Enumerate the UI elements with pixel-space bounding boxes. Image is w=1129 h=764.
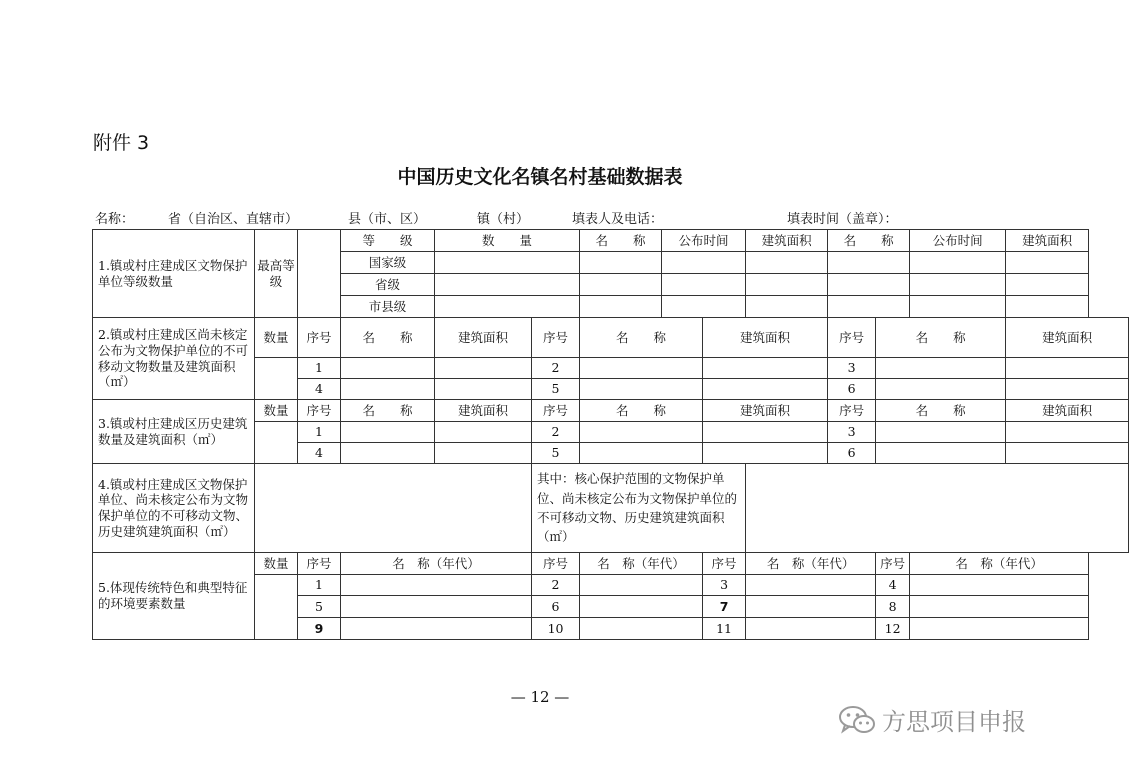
s5-h-name-d: 名 称（年代） bbox=[910, 553, 1089, 575]
s5-seq: 2 bbox=[532, 575, 580, 596]
document-title: 中国历史文化名镇名村基础数据表 bbox=[397, 166, 683, 188]
s5-seq: 6 bbox=[532, 596, 580, 618]
highest-level-label: 最高等级 bbox=[255, 230, 298, 318]
page-number: — 12 — bbox=[510, 688, 570, 706]
data-table bbox=[92, 229, 1129, 640]
s3-seq: 5 bbox=[532, 443, 580, 464]
s2-seq: 5 bbox=[532, 379, 580, 400]
highest-level-value bbox=[298, 230, 341, 318]
s1-header-name-a: 名 称 bbox=[580, 230, 662, 252]
field-name: 名称： bbox=[95, 212, 135, 227]
s5-h-name-a: 名 称（年代） bbox=[341, 553, 532, 575]
s1-header-pubtime-a: 公布时间 bbox=[662, 230, 746, 252]
field-province: 省（自治区、直辖市） bbox=[168, 212, 299, 227]
s5-h-seq-a: 序号 bbox=[298, 553, 341, 575]
s2-h-name-a: 名 称 bbox=[341, 318, 435, 358]
section5-label: 5.体现传统特色和典型特征的环境要素数量 bbox=[93, 553, 255, 640]
section4-core-value bbox=[746, 464, 1129, 553]
s1-header-name-b: 名 称 bbox=[828, 230, 910, 252]
section2-label: 2.镇或村庄建成区尚未核定公布为文物保护单位的不可移动文物数量及建筑面积（㎡） bbox=[93, 318, 255, 400]
s5-seq: 11 bbox=[703, 618, 746, 640]
s3-seq: 4 bbox=[298, 443, 341, 464]
field-filler: 填表人及电话： bbox=[572, 212, 664, 227]
s2-h-seq-a: 序号 bbox=[298, 318, 341, 358]
field-county: 县（市、区） bbox=[348, 212, 427, 227]
s3-h-name-b: 名 称 bbox=[580, 400, 703, 422]
s3-h-seq-b: 序号 bbox=[532, 400, 580, 422]
section1-header-row bbox=[93, 230, 1129, 252]
section4-row bbox=[93, 464, 1129, 553]
s5-h-name-b: 名 称（年代） bbox=[580, 553, 703, 575]
s1-header-area-a: 建筑面积 bbox=[746, 230, 828, 252]
section3-label: 3.镇或村庄建成区历史建筑数量及建筑面积（㎡） bbox=[93, 400, 255, 464]
s5-h-name-c: 名 称（年代） bbox=[746, 553, 876, 575]
s3-seq: 1 bbox=[298, 422, 341, 443]
s5-seq: 12 bbox=[876, 618, 910, 640]
section5-header-row bbox=[93, 553, 1129, 575]
s1-header-area-b: 建筑面积 bbox=[1006, 230, 1089, 252]
s5-seq: 4 bbox=[876, 575, 910, 596]
s2-h-area-b: 建筑面积 bbox=[703, 318, 828, 358]
s5-seq: 9 bbox=[298, 618, 341, 640]
s5-seq: 7 bbox=[703, 596, 746, 618]
s5-count-value bbox=[255, 575, 298, 640]
s3-count-value bbox=[255, 422, 298, 464]
watermark-text: 方思项目申报 bbox=[882, 708, 1026, 736]
section4-core-note: 其中：核心保护范围的文物保护单位、尚未核定公布为文物保护单位的不可移动文物、历史建筑建筑面积（㎡） bbox=[532, 464, 746, 553]
s5-seq: 10 bbox=[532, 618, 580, 640]
s3-h-area-b: 建筑面积 bbox=[703, 400, 828, 422]
s2-h-area-c: 建筑面积 bbox=[1006, 318, 1129, 358]
s2-seq: 2 bbox=[532, 358, 580, 379]
s1-header-level: 等 级 bbox=[341, 230, 435, 252]
field-fill-time: 填表时间（盖章）： bbox=[787, 212, 898, 227]
attachment-label: 附件 3 bbox=[93, 132, 150, 154]
s2-count-label: 数量 bbox=[255, 318, 298, 358]
s2-h-name-b: 名 称 bbox=[580, 318, 703, 358]
s5-h-seq-d: 序号 bbox=[876, 553, 910, 575]
section2-header-row bbox=[93, 318, 1129, 358]
s1-header-pubtime-b: 公布时间 bbox=[910, 230, 1006, 252]
s2-h-seq-b: 序号 bbox=[532, 318, 580, 358]
s2-seq: 3 bbox=[828, 358, 876, 379]
s3-seq: 6 bbox=[828, 443, 876, 464]
field-town: 镇（村） bbox=[477, 212, 530, 227]
s2-h-name-c: 名 称 bbox=[876, 318, 1006, 358]
s3-seq: 3 bbox=[828, 422, 876, 443]
s2-seq: 4 bbox=[298, 379, 341, 400]
section1-label: 1.镇或村庄建成区文物保护单位等级数量 bbox=[93, 230, 255, 318]
s5-count-label: 数量 bbox=[255, 553, 298, 575]
s5-seq: 8 bbox=[876, 596, 910, 618]
s2-seq: 1 bbox=[298, 358, 341, 379]
wechat-icon bbox=[838, 705, 876, 735]
s3-h-area-a: 建筑面积 bbox=[435, 400, 532, 422]
watermark bbox=[838, 702, 1026, 737]
s2-count-value bbox=[255, 358, 298, 400]
s5-h-seq-c: 序号 bbox=[703, 553, 746, 575]
s5-h-seq-b: 序号 bbox=[532, 553, 580, 575]
s5-seq: 1 bbox=[298, 575, 341, 596]
section4-label: 4.镇或村庄建成区文物保护单位、尚未核定公布为文物保护单位的不可移动文物、历史建筑建筑面积（㎡） bbox=[93, 464, 255, 553]
section4-value bbox=[255, 464, 532, 553]
s5-seq: 5 bbox=[298, 596, 341, 618]
s2-h-seq-c: 序号 bbox=[828, 318, 876, 358]
s3-h-area-c: 建筑面积 bbox=[1006, 400, 1129, 422]
s2-h-area-a: 建筑面积 bbox=[435, 318, 532, 358]
s2-seq: 6 bbox=[828, 379, 876, 400]
s3-h-name-a: 名 称 bbox=[341, 400, 435, 422]
s3-h-name-c: 名 称 bbox=[876, 400, 1006, 422]
s5-seq: 3 bbox=[703, 575, 746, 596]
level-county: 市县级 bbox=[341, 296, 435, 318]
level-provincial: 省级 bbox=[341, 274, 435, 296]
s3-seq: 2 bbox=[532, 422, 580, 443]
level-national: 国家级 bbox=[341, 252, 435, 274]
s3-count-label: 数量 bbox=[255, 400, 298, 422]
s3-h-seq-a: 序号 bbox=[298, 400, 341, 422]
s3-h-seq-c: 序号 bbox=[828, 400, 876, 422]
section3-header-row bbox=[93, 400, 1129, 422]
s1-header-count: 数 量 bbox=[435, 230, 580, 252]
